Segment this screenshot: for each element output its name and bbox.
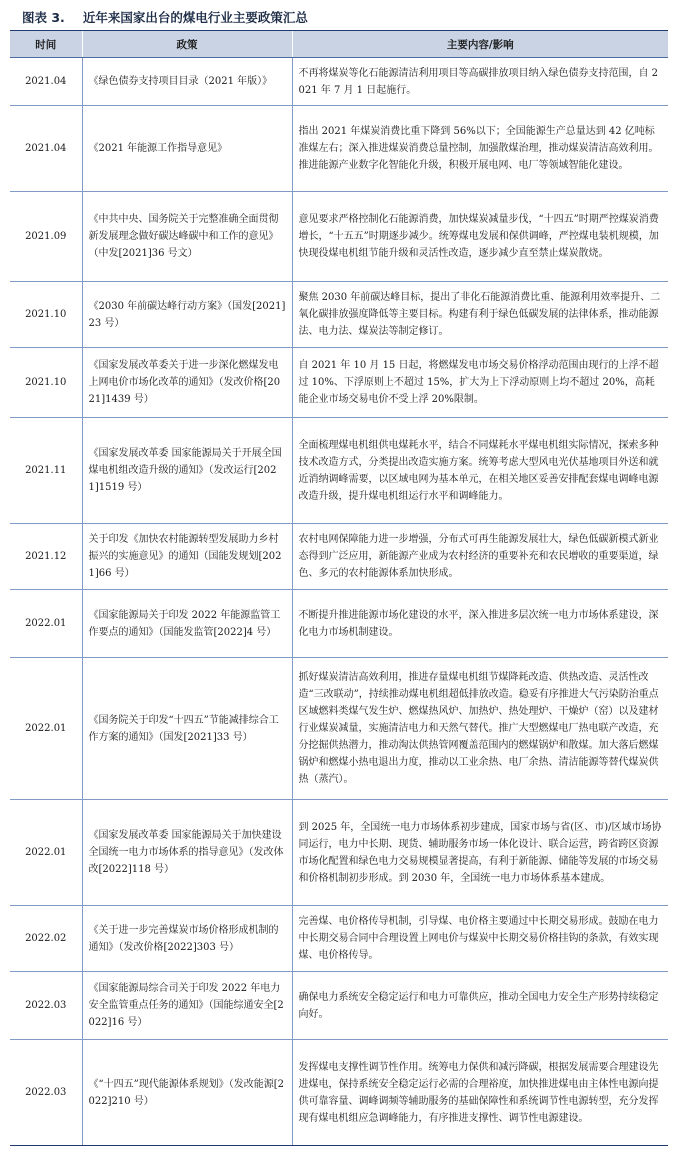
cell-policy: 《绿色债券支持项目目录（2021 年版）》 (82, 58, 292, 106)
cell-time: 2021.04 (10, 106, 82, 192)
cell-policy: 《国务院关于印发“十四五”节能减排综合工作方案的通知》（国发[2021]33 号） (82, 658, 292, 800)
table-row (10, 800, 668, 906)
cell-content: 不再将煤炭等化石能源清洁利用项目等高碳排放项目纳入绿色债券支持范围，自 2021 年 7 月 1 日起施行。 (292, 58, 668, 106)
table-header-row (10, 31, 668, 58)
policy-table (10, 30, 668, 1146)
table-row (10, 106, 668, 192)
table-row (10, 524, 668, 590)
cell-content: 指出 2021 年煤炭消费比重下降到 56%以下；全国能源生产总量达到 42 亿吨标准煤左右；深入推进煤炭消费总量控制，加强散煤治理，推动煤炭清洁高效利用。推进能源产业数字化智能化升级，积极开展电网、电厂等领域智能化建设。 (292, 106, 668, 192)
cell-policy: 《国家发展改革委 国家能源局关于开展全国煤电机组改造升级的通知》（发改运行[2021]1519 号） (82, 418, 292, 524)
table-row (10, 418, 668, 524)
table-row (10, 348, 668, 418)
cell-policy: 关于印发《加快农村能源转型发展助力乡村振兴的实施意见》的通知（国能发规划[2021]66 号） (82, 524, 292, 590)
cell-content: 自 2021 年 10 月 15 日起，将燃煤发电市场交易价格浮动范围由现行的上浮不超过 10%、下浮原则上不超过 15%，扩大为上下浮动原则上均不超过 20%，高耗能企业市场交易电价不受上浮 20%限制。 (292, 348, 668, 418)
figure-number: 图表 3. (22, 10, 65, 25)
cell-time: 2021.10 (10, 282, 82, 348)
cell-time: 2022.02 (10, 906, 82, 972)
cell-policy: 《2021 年能源工作指导意见》 (82, 106, 292, 192)
table-row (10, 282, 668, 348)
cell-time: 2021.10 (10, 348, 82, 418)
cell-content: 全面梳理煤电机组供电煤耗水平，结合不同煤耗水平煤电机组实际情况，探索多种技术改造方式，分类提出改造实施方案。统筹考虑大型风电光伏基地项目外送和就近消纳调峰需要，以区域电网为基本单元，在相关地区妥善安排配套煤电调峰电源改造升级，提升煤电机组运行水平和调峰能力。 (292, 418, 668, 524)
table-row (10, 972, 668, 1040)
cell-time: 2021.12 (10, 524, 82, 590)
cell-content: 聚焦 2030 年前碳达峰目标，提出了非化石能源消费比重、能源利用效率提升、二氧化碳排放强度降低等主要目标。构建有利于绿色低碳发展的法律体系，推动能源法、电力法、煤炭法等制定修订。 (292, 282, 668, 348)
cell-policy: 《2030 年前碳达峰行动方案》（国发[2021]23 号） (82, 282, 292, 348)
cell-time: 2021.09 (10, 192, 82, 282)
cell-content: 发挥煤电支撑性调节性作用。统筹电力保供和减污降碳，根据发展需要合理建设先进煤电，保持系统安全稳定运行必需的合理裕度，加快推进煤电由主体性电源向提供可靠容量、调峰调频等辅助服务的基础保障性和系统调节性电源转型，充分发挥现有煤电机组应急调峰能力，有序推进支撑性、调节性电源建设。 (292, 1040, 668, 1146)
header-content: 主要内容/影响 (292, 31, 668, 58)
header-time: 时间 (10, 31, 82, 58)
cell-time: 2022.01 (10, 590, 82, 658)
cell-policy: 《国家发展改革委 国家能源局关于加快建设全国统一电力市场体系的指导意见》（发改体改[2022]118 号） (82, 800, 292, 906)
table-row (10, 1040, 668, 1146)
table-row (10, 58, 668, 106)
table-caption (10, 6, 668, 30)
cell-content: 农村电网保障能力进一步增强，分布式可再生能源发展壮大，绿色低碳新模式新业态得到广泛应用，新能源产业成为农村经济的重要补充和农民增收的重要渠道，绿色、多元的农村能源体系加快形成。 (292, 524, 668, 590)
cell-policy: 《国家能源局综合司关于印发 2022 年电力安全监管重点任务的通知》（国能综通安全[2022]16 号） (82, 972, 292, 1040)
cell-content: 完善煤、电价格传导机制，引导煤、电价格主要通过中长期交易形成。鼓励在电力中长期交易合同中合理设置上网电价与煤炭中长期交易价格挂钩的条款，有效实现煤、电价格传导。 (292, 906, 668, 972)
cell-time: 2022.01 (10, 800, 82, 906)
cell-time: 2021.04 (10, 58, 82, 106)
cell-time: 2022.03 (10, 972, 82, 1040)
cell-content: 抓好煤炭清洁高效利用，推进存量煤电机组节煤降耗改造、供热改造、灵活性改造“三改联动”，持续推动煤电机组超低排放改造。稳妥有序推进大气污染防治重点区域燃料类煤气发生炉、燃煤热风炉、加热炉、热处理炉、干燥炉（窑）以及建材行业煤炭减量，实施清洁电力和天然气替代。推广大型燃煤电厂热电联产改造，充分挖掘供热潜力，推动淘汰供热管网覆盖范围内的燃煤锅炉和散煤。加大落后燃煤锅炉和燃煤小热电退出力度，推动以工业余热、电厂余热、清洁能源等替代煤炭供热（蒸汽）。 (292, 658, 668, 800)
table-row (10, 906, 668, 972)
cell-policy: 《关于进一步完善煤炭市场价格形成机制的通知》（发改价格[2022]303 号） (82, 906, 292, 972)
cell-time: 2022.01 (10, 658, 82, 800)
cell-time: 2022.03 (10, 1040, 82, 1146)
cell-policy: 《国家能源局关于印发 2022 年能源监管工作要点的通知》（国能发监管[2022]4 号） (82, 590, 292, 658)
cell-content: 到 2025 年，全国统一电力市场体系初步建成，国家市场与省(区、市)/区域市场协同运行，电力中长期、现货、辅助服务市场一体化设计、联合运营，跨省跨区资源市场化配置和绿色电力交易规模显著提高，有利于新能源、储能等发展的市场交易和价格机制初步形成。到 2030 年，全国统一电力市场体系基本建成。 (292, 800, 668, 906)
table-row (10, 590, 668, 658)
table-row (10, 192, 668, 282)
cell-time: 2021.11 (10, 418, 82, 524)
cell-content: 意见要求严格控制化石能源消费，加快煤炭减量步伐，“十四五”时期严控煤炭消费增长，“十五五”时期逐步减少。统筹煤电发展和保供调峰，严控煤电装机规模，加快现役煤电机组节能升级和灵活性改造，逐步减少直至禁止煤炭散烧。 (292, 192, 668, 282)
cell-content: 确保电力系统安全稳定运行和电力可靠供应，推动全国电力安全生产形势持续稳定向好。 (292, 972, 668, 1040)
cell-policy: 《国家发展改革委关于进一步深化燃煤发电上网电价市场化改革的通知》（发改价格[2021]1439 号） (82, 348, 292, 418)
cell-policy: 《“十四五”现代能源体系规划》（发改能源[2022]210 号） (82, 1040, 292, 1146)
table-title: 近年来国家出台的煤电行业主要政策汇总 (82, 10, 308, 25)
header-policy: 政策 (82, 31, 292, 58)
cell-policy: 《中共中央、国务院关于完整准确全面贯彻新发展理念做好碳达峰碳中和工作的意见》（中发[2021]36 号文） (82, 192, 292, 282)
cell-content: 不断提升推进能源市场化建设的水平，深入推进多层次统一电力市场体系建设，深化电力市场机制建设。 (292, 590, 668, 658)
table-row (10, 658, 668, 800)
